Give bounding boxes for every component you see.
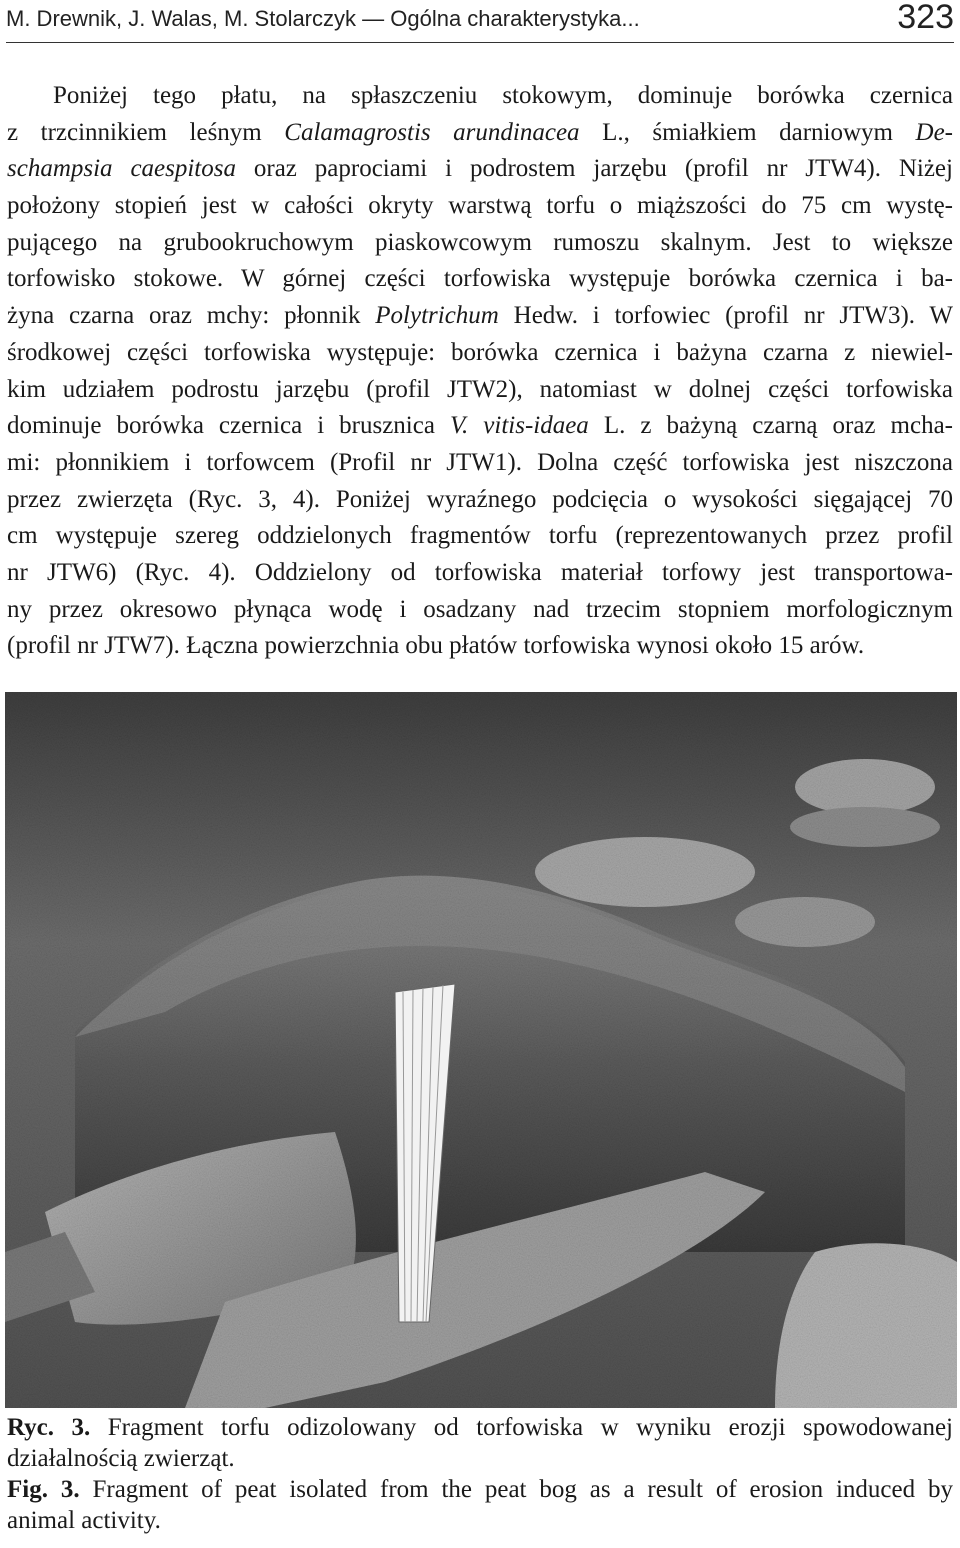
distant-rock (535, 837, 755, 907)
caption-en-line-2: animal activity. (7, 1507, 161, 1534)
caption-en-line-1: Fig. 3. Fragment of peat isolated from the peat bog as a result of erosion induced by (7, 1476, 953, 1503)
paragraph-line: żyna czarna oraz mchy: płonnik Polytrichum Hedw. i torfowiec (profil nr JTW3). W (7, 302, 953, 330)
paragraph-line: (profil nr JTW7). Łączna powierzchnia obu płatów torfowiska wynosi około 15 arów. (7, 632, 865, 660)
body-paragraph (7, 78, 953, 665)
caption-en-label: Fig. 3. (7, 1476, 80, 1503)
running-title: M. Drewnik, J. Walas, M. Stolarczyk — Ogólna charakterystyka... (6, 6, 640, 31)
paragraph-line: pującego na grubookruchowym piaskowcowym rumoszu skalnym. Jest to większe (7, 228, 953, 256)
running-header (6, 0, 954, 43)
paragraph-line: kim udziałem podrostu jarzębu (profil JTW2), natomiast w dolnej części torfowiska (7, 375, 953, 403)
paragraph-line: cm występuje szereg oddzielonych fragmentów torfu (reprezentowanych przez profil (7, 522, 953, 550)
paragraph-line: ny przez okresowo płynąca wodę i osadzany nad trzecim stopniem morfologicznym (7, 595, 953, 623)
caption-pl-line-1: Ryc. 3. Fragment torfu odizolowany od torfowiska w wyniku erozji spowodowanej (7, 1414, 953, 1441)
distant-rock (790, 807, 940, 847)
distant-rock (735, 897, 875, 947)
paragraph-line: środkowej części torfowiska występuje: borówka czernica i bażyna czarna z niewiel- (7, 338, 953, 366)
paragraph-line: torfowisko stokowe. W górnej części torfowiska występuje borówka czernica i ba- (7, 265, 953, 293)
paragraph-line: schampsia caespitosa oraz paprociami i podrostem jarzębu (profil nr JTW4). Niżej (7, 155, 953, 183)
paragraph-line: przez zwierzęta (Ryc. 3, 4). Poniżej wyraźnego podcięcia o wysokości sięgającej 70 (7, 485, 953, 513)
page-number: 323 (897, 0, 954, 36)
caption-pl-line-2: działalnością zwierząt. (7, 1445, 235, 1472)
caption-pl-label: Ryc. 3. (7, 1414, 91, 1441)
distant-rock (795, 759, 935, 815)
figure-photo (5, 692, 957, 1408)
paragraph-line: dominuje borówka czernica i brusznica V. vitis-idaea L. z bażyną czarną oraz mcha- (7, 412, 953, 440)
paragraph-line: mi: płonnikiem i torfowcem (Profil nr JTW1). Dolna część torfowiska jest niszczona (7, 448, 953, 476)
paragraph-line: nr JTW6) (Ryc. 4). Oddzielony od torfowiska materiał torfowy jest transportowa- (7, 558, 953, 586)
paragraph-line: położony stopień jest w całości okryty warstwą torfu o miąższości do 75 cm wystę- (7, 192, 953, 220)
paragraph-line: Poniżej tego płatu, na spłaszczeniu stokowym, dominuje borówka czernica (53, 82, 953, 109)
figure-caption (7, 1412, 953, 1536)
paragraph-line: z trzcinnikiem leśnym Calamagrostis arundinacea L., śmiałkiem darniowym De- (7, 118, 953, 146)
